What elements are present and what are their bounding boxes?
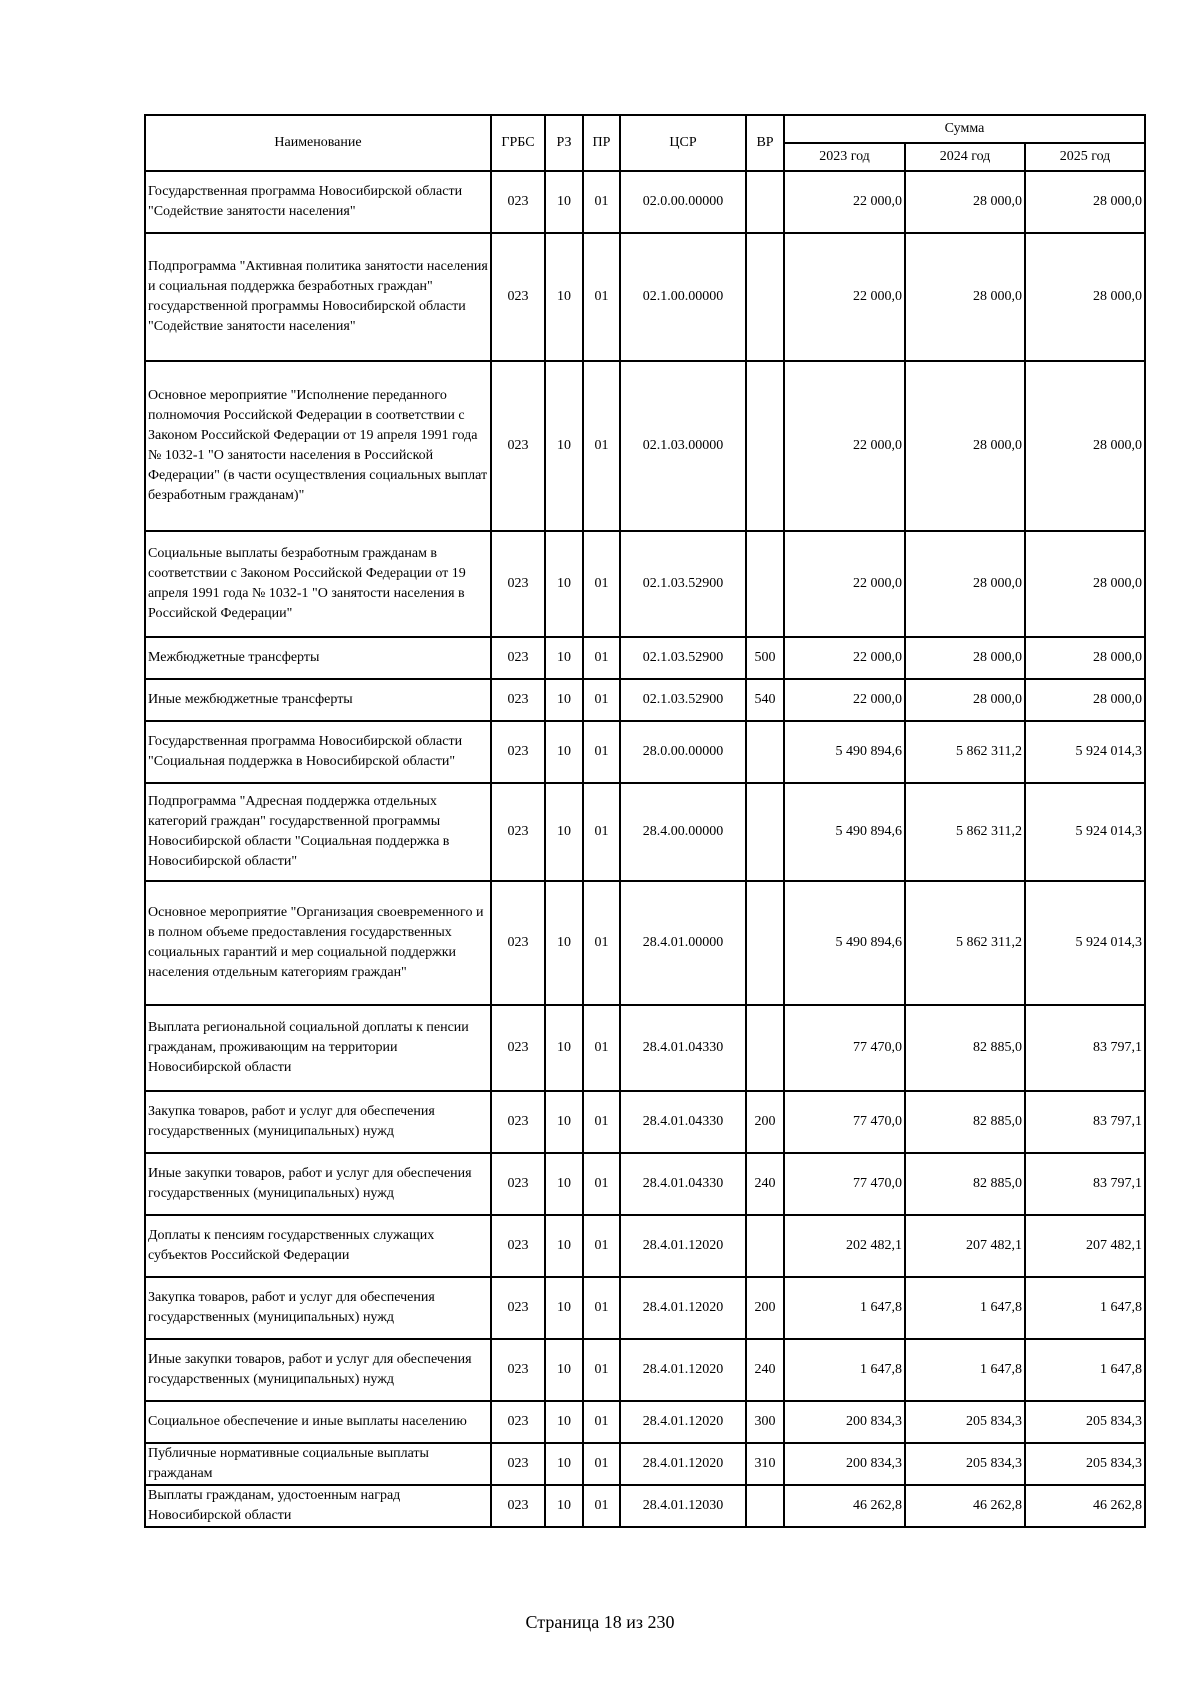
budget-table	[144, 114, 1146, 1528]
cell-grbs: 023	[491, 1153, 545, 1215]
cell-grbs: 023	[491, 881, 545, 1005]
cell-csr: 28.0.00.00000	[620, 721, 746, 783]
cell-amount-2024: 82 885,0	[905, 1005, 1025, 1091]
cell-rz: 10	[545, 721, 583, 783]
table-row	[145, 1443, 1145, 1485]
cell-name: Государственная программа Новосибирской области "Социальная поддержка в Новосибирской области"	[145, 721, 491, 783]
table-row	[145, 1485, 1145, 1527]
cell-grbs: 023	[491, 531, 545, 637]
header-vr: ВР	[746, 115, 784, 171]
cell-vr	[746, 531, 784, 637]
header-name: Наименование	[145, 115, 491, 171]
cell-name: Социальные выплаты безработным гражданам в соответствии с Законом Российской Федерации от 19 апреля 1991 года № 1032-1 "О занятости населения в Российской Федерации"	[145, 531, 491, 637]
cell-vr	[746, 1005, 784, 1091]
cell-name: Публичные нормативные социальные выплаты гражданам	[145, 1443, 491, 1485]
cell-amount-2023: 22 000,0	[784, 233, 905, 361]
cell-grbs: 023	[491, 233, 545, 361]
cell-amount-2023: 5 490 894,6	[784, 721, 905, 783]
table-row	[145, 361, 1145, 531]
cell-amount-2024: 5 862 311,2	[905, 881, 1025, 1005]
cell-vr: 310	[746, 1443, 784, 1485]
cell-grbs: 023	[491, 1339, 545, 1401]
cell-grbs: 023	[491, 1277, 545, 1339]
cell-csr: 28.4.01.12020	[620, 1443, 746, 1485]
cell-amount-2023: 5 490 894,6	[784, 881, 905, 1005]
cell-amount-2023: 200 834,3	[784, 1443, 905, 1485]
table-row	[145, 1005, 1145, 1091]
cell-rz: 10	[545, 233, 583, 361]
cell-pr: 01	[583, 1339, 620, 1401]
cell-name: Иные закупки товаров, работ и услуг для обеспечения государственных (муниципальных) нужд	[145, 1153, 491, 1215]
table-row	[145, 637, 1145, 679]
cell-name: Иные межбюджетные трансферты	[145, 679, 491, 721]
cell-name: Подпрограмма "Адресная поддержка отдельных категорий граждан" государственной программы Новосибирской области "Социальная поддержка в Новосибирской области"	[145, 783, 491, 881]
cell-amount-2023: 1 647,8	[784, 1277, 905, 1339]
cell-pr: 01	[583, 171, 620, 233]
cell-grbs: 023	[491, 783, 545, 881]
cell-pr: 01	[583, 783, 620, 881]
cell-rz: 10	[545, 1091, 583, 1153]
cell-csr: 28.4.01.04330	[620, 1153, 746, 1215]
cell-csr: 02.1.03.52900	[620, 531, 746, 637]
cell-amount-2025: 1 647,8	[1025, 1339, 1145, 1401]
cell-csr: 02.0.00.00000	[620, 171, 746, 233]
cell-rz: 10	[545, 679, 583, 721]
cell-amount-2023: 5 490 894,6	[784, 783, 905, 881]
cell-vr: 240	[746, 1153, 784, 1215]
cell-amount-2025: 83 797,1	[1025, 1091, 1145, 1153]
table-row	[145, 1277, 1145, 1339]
cell-rz: 10	[545, 1005, 583, 1091]
cell-vr: 500	[746, 637, 784, 679]
cell-amount-2023: 22 000,0	[784, 531, 905, 637]
table-row	[145, 721, 1145, 783]
header-rz: РЗ	[545, 115, 583, 171]
header-year-2025: 2025 год	[1025, 143, 1145, 171]
cell-pr: 01	[583, 1215, 620, 1277]
cell-amount-2025: 28 000,0	[1025, 679, 1145, 721]
cell-amount-2024: 205 834,3	[905, 1443, 1025, 1485]
cell-pr: 01	[583, 361, 620, 531]
cell-grbs: 023	[491, 1005, 545, 1091]
cell-amount-2025: 28 000,0	[1025, 361, 1145, 531]
header-pr: ПР	[583, 115, 620, 171]
cell-vr	[746, 361, 784, 531]
table-row	[145, 1339, 1145, 1401]
cell-rz: 10	[545, 171, 583, 233]
cell-pr: 01	[583, 1443, 620, 1485]
cell-vr	[746, 1485, 784, 1527]
cell-amount-2023: 46 262,8	[784, 1485, 905, 1527]
cell-name: Государственная программа Новосибирской области "Содействие занятости населения"	[145, 171, 491, 233]
cell-amount-2024: 82 885,0	[905, 1153, 1025, 1215]
table-row	[145, 1401, 1145, 1443]
cell-grbs: 023	[491, 721, 545, 783]
cell-pr: 01	[583, 531, 620, 637]
cell-amount-2024: 28 000,0	[905, 531, 1025, 637]
cell-amount-2025: 1 647,8	[1025, 1277, 1145, 1339]
cell-vr	[746, 233, 784, 361]
cell-grbs: 023	[491, 1443, 545, 1485]
page-number: Страница 18 из 230	[525, 1612, 675, 1632]
cell-amount-2024: 28 000,0	[905, 171, 1025, 233]
cell-pr: 01	[583, 881, 620, 1005]
table-row	[145, 1091, 1145, 1153]
cell-csr: 28.4.01.04330	[620, 1005, 746, 1091]
cell-vr	[746, 783, 784, 881]
cell-amount-2025: 46 262,8	[1025, 1485, 1145, 1527]
cell-pr: 01	[583, 1153, 620, 1215]
cell-csr: 28.4.01.04330	[620, 1091, 746, 1153]
cell-amount-2024: 205 834,3	[905, 1401, 1025, 1443]
cell-amount-2024: 1 647,8	[905, 1339, 1025, 1401]
table-row	[145, 679, 1145, 721]
cell-vr: 200	[746, 1091, 784, 1153]
cell-name: Доплаты к пенсиям государственных служащих субъектов Российской Федерации	[145, 1215, 491, 1277]
cell-grbs: 023	[491, 679, 545, 721]
cell-pr: 01	[583, 721, 620, 783]
cell-vr	[746, 881, 784, 1005]
cell-rz: 10	[545, 881, 583, 1005]
cell-grbs: 023	[491, 1215, 545, 1277]
table-row	[145, 531, 1145, 637]
cell-amount-2025: 28 000,0	[1025, 233, 1145, 361]
cell-amount-2024: 5 862 311,2	[905, 783, 1025, 881]
cell-grbs: 023	[491, 361, 545, 531]
cell-grbs: 023	[491, 1485, 545, 1527]
cell-amount-2025: 28 000,0	[1025, 531, 1145, 637]
cell-name: Межбюджетные трансферты	[145, 637, 491, 679]
cell-vr: 300	[746, 1401, 784, 1443]
cell-rz: 10	[545, 1277, 583, 1339]
cell-csr: 02.1.03.52900	[620, 637, 746, 679]
cell-pr: 01	[583, 1005, 620, 1091]
cell-grbs: 023	[491, 1401, 545, 1443]
cell-amount-2023: 22 000,0	[784, 637, 905, 679]
cell-grbs: 023	[491, 1091, 545, 1153]
cell-amount-2025: 28 000,0	[1025, 171, 1145, 233]
cell-name: Подпрограмма "Активная политика занятости населения и социальная поддержка безработных граждан" государственной программы Новосибирской области "Содействие занятости населения"	[145, 233, 491, 361]
cell-amount-2025: 28 000,0	[1025, 637, 1145, 679]
cell-pr: 01	[583, 679, 620, 721]
cell-csr: 02.1.03.00000	[620, 361, 746, 531]
cell-rz: 10	[545, 1215, 583, 1277]
cell-amount-2025: 205 834,3	[1025, 1443, 1145, 1485]
cell-amount-2024: 46 262,8	[905, 1485, 1025, 1527]
cell-vr: 200	[746, 1277, 784, 1339]
cell-rz: 10	[545, 531, 583, 637]
cell-amount-2023: 1 647,8	[784, 1339, 905, 1401]
header-year-2023: 2023 год	[784, 143, 905, 171]
header-csr: ЦСР	[620, 115, 746, 171]
table-row	[145, 783, 1145, 881]
cell-amount-2024: 28 000,0	[905, 637, 1025, 679]
cell-csr: 28.4.01.12020	[620, 1277, 746, 1339]
cell-rz: 10	[545, 1485, 583, 1527]
table-row	[145, 233, 1145, 361]
cell-amount-2023: 77 470,0	[784, 1153, 905, 1215]
cell-pr: 01	[583, 1401, 620, 1443]
cell-csr: 28.4.00.00000	[620, 783, 746, 881]
cell-pr: 01	[583, 1277, 620, 1339]
table-body	[145, 171, 1145, 1527]
cell-amount-2023: 202 482,1	[784, 1215, 905, 1277]
cell-rz: 10	[545, 1443, 583, 1485]
cell-rz: 10	[545, 1153, 583, 1215]
cell-amount-2024: 5 862 311,2	[905, 721, 1025, 783]
cell-rz: 10	[545, 783, 583, 881]
cell-amount-2025: 5 924 014,3	[1025, 783, 1145, 881]
cell-vr: 240	[746, 1339, 784, 1401]
cell-amount-2023: 22 000,0	[784, 361, 905, 531]
cell-csr: 02.1.00.00000	[620, 233, 746, 361]
cell-pr: 01	[583, 637, 620, 679]
cell-name: Выплата региональной социальной доплаты к пенсии гражданам, проживающим на территории Новосибирской области	[145, 1005, 491, 1091]
header-grbs: ГРБС	[491, 115, 545, 171]
cell-pr: 01	[583, 1091, 620, 1153]
cell-vr: 540	[746, 679, 784, 721]
cell-rz: 10	[545, 1401, 583, 1443]
cell-amount-2023: 22 000,0	[784, 679, 905, 721]
cell-pr: 01	[583, 1485, 620, 1527]
cell-rz: 10	[545, 361, 583, 531]
cell-amount-2023: 22 000,0	[784, 171, 905, 233]
cell-amount-2024: 1 647,8	[905, 1277, 1025, 1339]
cell-amount-2025: 83 797,1	[1025, 1005, 1145, 1091]
cell-name: Закупка товаров, работ и услуг для обеспечения государственных (муниципальных) нужд	[145, 1091, 491, 1153]
header-sum: Сумма	[784, 115, 1145, 143]
cell-grbs: 023	[491, 637, 545, 679]
table-row	[145, 1153, 1145, 1215]
header-year-2024: 2024 год	[905, 143, 1025, 171]
cell-name: Основное мероприятие "Исполнение переданного полномочия Российской Федерации в соответствии с Законом Российской Федерации от 19 апреля 1991 года № 1032-1 "О занятости населения в Российской Федерации" (в части осуществления социальных выплат безработным гражданам)"	[145, 361, 491, 531]
cell-name: Закупка товаров, работ и услуг для обеспечения государственных (муниципальных) нужд	[145, 1277, 491, 1339]
cell-name: Выплаты гражданам, удостоенным наград Новосибирской области	[145, 1485, 491, 1527]
cell-amount-2025: 205 834,3	[1025, 1401, 1145, 1443]
cell-vr	[746, 721, 784, 783]
table-row	[145, 171, 1145, 233]
cell-csr: 02.1.03.52900	[620, 679, 746, 721]
cell-vr	[746, 171, 784, 233]
cell-amount-2023: 200 834,3	[784, 1401, 905, 1443]
cell-amount-2024: 28 000,0	[905, 679, 1025, 721]
cell-amount-2023: 77 470,0	[784, 1091, 905, 1153]
cell-amount-2025: 207 482,1	[1025, 1215, 1145, 1277]
cell-amount-2025: 5 924 014,3	[1025, 721, 1145, 783]
table-row	[145, 881, 1145, 1005]
cell-rz: 10	[545, 1339, 583, 1401]
table-row	[145, 1215, 1145, 1277]
cell-csr: 28.4.01.12020	[620, 1401, 746, 1443]
cell-csr: 28.4.01.12020	[620, 1215, 746, 1277]
cell-grbs: 023	[491, 171, 545, 233]
cell-amount-2025: 83 797,1	[1025, 1153, 1145, 1215]
cell-name: Социальное обеспечение и иные выплаты населению	[145, 1401, 491, 1443]
cell-amount-2024: 207 482,1	[905, 1215, 1025, 1277]
cell-amount-2024: 82 885,0	[905, 1091, 1025, 1153]
cell-name: Основное мероприятие "Организация своевременного и в полном объеме предоставления государственных социальных гарантий и мер социальной поддержки населения отдельным категориям граждан"	[145, 881, 491, 1005]
cell-csr: 28.4.01.12030	[620, 1485, 746, 1527]
cell-csr: 28.4.01.12020	[620, 1339, 746, 1401]
cell-rz: 10	[545, 637, 583, 679]
cell-pr: 01	[583, 233, 620, 361]
cell-amount-2023: 77 470,0	[784, 1005, 905, 1091]
cell-name: Иные закупки товаров, работ и услуг для обеспечения государственных (муниципальных) нужд	[145, 1339, 491, 1401]
cell-csr: 28.4.01.00000	[620, 881, 746, 1005]
cell-amount-2024: 28 000,0	[905, 233, 1025, 361]
cell-amount-2024: 28 000,0	[905, 361, 1025, 531]
cell-amount-2025: 5 924 014,3	[1025, 881, 1145, 1005]
cell-vr	[746, 1215, 784, 1277]
